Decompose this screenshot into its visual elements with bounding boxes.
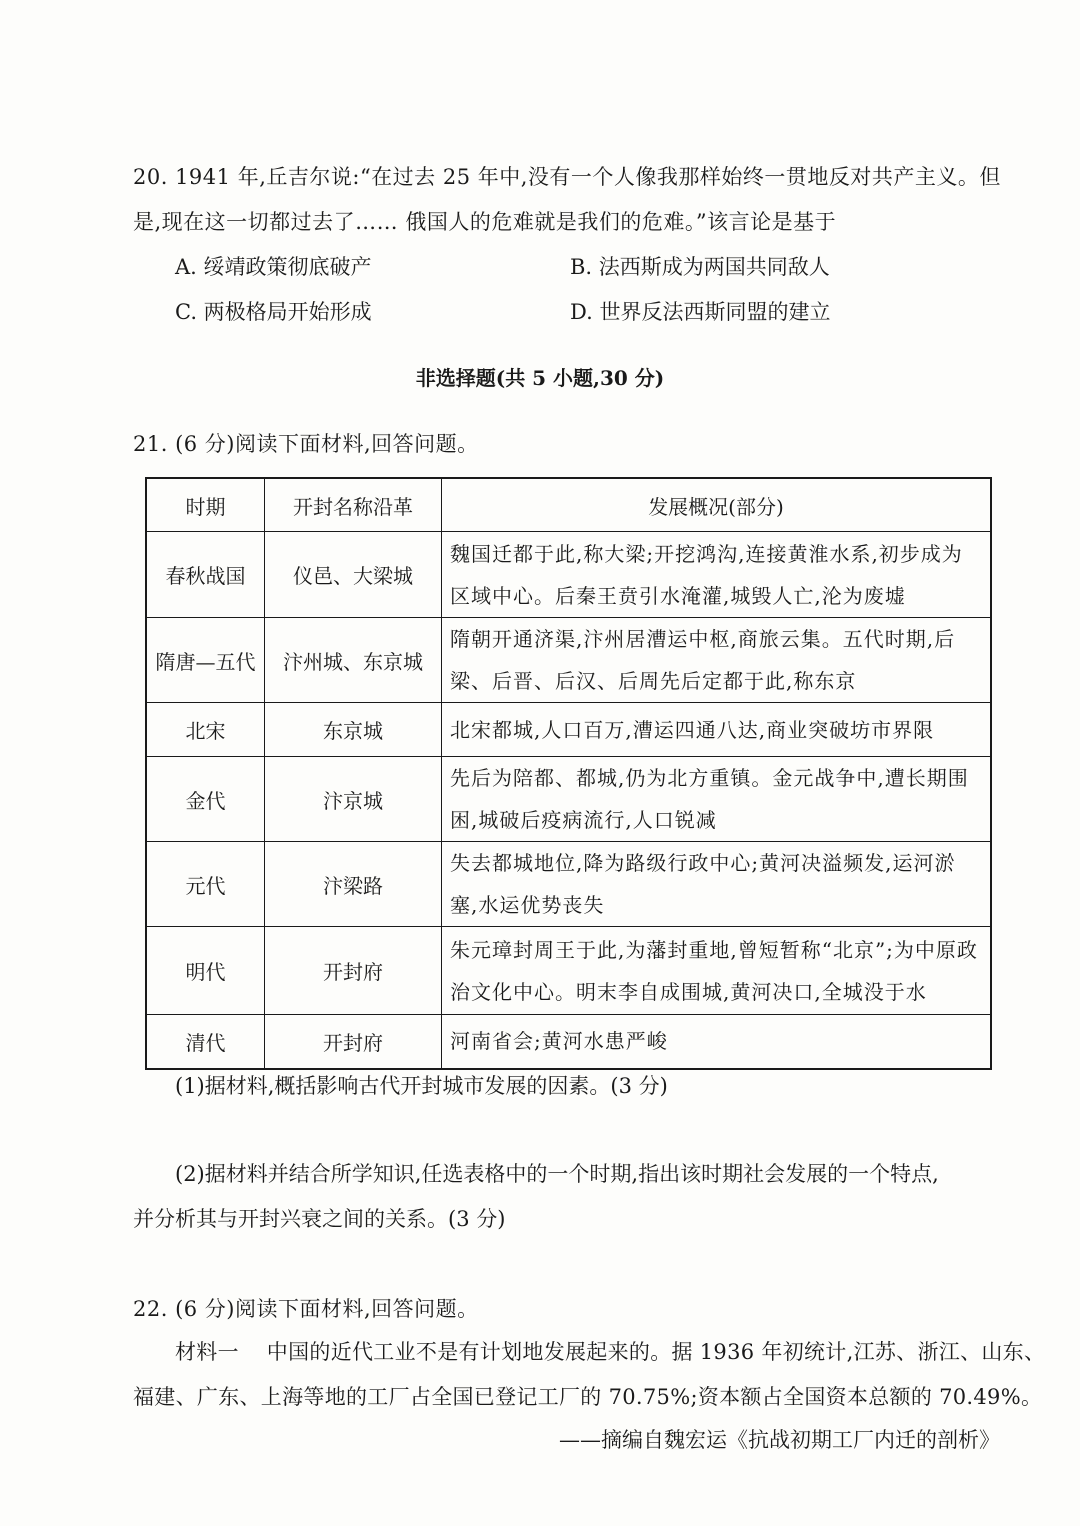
row-description: 隋朝开通济渠,汴州居漕运中枢,商旅云集。五代时期,后梁、后晋、后汉、后周先后定都于此,称东京 [442, 618, 992, 703]
row-description: 朱元璋封周王于此,为藩封重地,曾短暂称“北京”;为中原政治文化中心。明末李自成围城,黄河决口,全城没于水 [442, 927, 992, 1015]
q20-option-b: B. 法西斯成为两国共同敌人 [570, 255, 830, 279]
row-period: 清代 [146, 1015, 265, 1069]
row-period: 春秋战国 [146, 532, 265, 618]
row-name: 汴梁路 [265, 842, 442, 927]
q20-option-c: C. 两极格局开始形成 [175, 300, 372, 324]
table-row [146, 1015, 991, 1069]
table-row [146, 618, 991, 703]
row-period: 隋唐—五代 [146, 618, 265, 703]
table-row [146, 532, 991, 618]
row-period: 元代 [146, 842, 265, 927]
table-row [146, 757, 991, 842]
section-title: 非选择题(共 5 小题,30 分) [415, 366, 665, 390]
q22-material1-line1: 材料一 中国的近代工业不是有计划地发展起来的。据 1936 年初统计,江苏、浙江、山东、 [175, 1340, 1046, 1364]
table-row [146, 703, 991, 757]
table-row [146, 927, 991, 1015]
row-description: 先后为陪都、都城,仍为北方重镇。金元战争中,遭长期围困,城破后疫病流行,人口锐减 [442, 757, 992, 842]
row-period: 金代 [146, 757, 265, 842]
table-row [146, 842, 991, 927]
q22-material1-source: ——摘编自魏宏运《抗战初期工厂内迁的剖析》 [559, 1428, 1000, 1452]
q20-option-d: D. 世界反法西斯同盟的建立 [570, 300, 831, 324]
kaifeng-history-table [145, 477, 992, 1070]
row-description: 北宋都城,人口百万,漕运四通八达,商业突破坊市界限 [442, 703, 992, 757]
q22-material1-line2: 福建、广东、上海等地的工厂占全国已登记工厂的 70.75%;资本额占全国资本总额的 70.49%。 [133, 1385, 1043, 1409]
row-name: 汴京城 [265, 757, 442, 842]
header-development: 发展概况(部分) [442, 478, 992, 532]
q20-stem-line2: 是,现在这一切都过去了…… 俄国人的危难就是我们的危难。”该言论是基于 [133, 210, 837, 234]
row-description: 魏国迁都于此,称大梁;开挖鸿沟,连接黄淮水系,初步成为区域中心。后秦王贲引水淹灌,城毁人亡,沦为废墟 [442, 532, 992, 618]
q21-intro: 21. (6 分)阅读下面材料,回答问题。 [133, 432, 479, 456]
q21-sub2-line2: 并分析其与开封兴衰之间的关系。(3 分) [133, 1207, 506, 1231]
row-description: 失去都城地位,降为路级行政中心;黄河决溢频发,运河淤塞,水运优势丧失 [442, 842, 992, 927]
row-name: 开封府 [265, 927, 442, 1015]
q20-option-a: A. 绥靖政策彻底破产 [175, 255, 372, 279]
table-header-row [146, 478, 991, 532]
header-name: 开封名称沿革 [265, 478, 442, 532]
row-name: 东京城 [265, 703, 442, 757]
q22-intro: 22. (6 分)阅读下面材料,回答问题。 [133, 1297, 479, 1321]
row-name: 开封府 [265, 1015, 442, 1069]
row-period: 明代 [146, 927, 265, 1015]
row-description: 河南省会;黄河水患严峻 [442, 1015, 992, 1069]
q21-sub1: (1)据材料,概括影响古代开封城市发展的因素。(3 分) [175, 1074, 668, 1098]
header-period: 时期 [146, 478, 265, 532]
row-name: 汴州城、东京城 [265, 618, 442, 703]
row-name: 仪邑、大梁城 [265, 532, 442, 618]
q21-sub2-line1: (2)据材料并结合所学知识,任选表格中的一个时期,指出该时期社会发展的一个特点, [175, 1162, 939, 1186]
q20-stem-line1: 20. 1941 年,丘吉尔说:“在过去 25 年中,没有一个人像我那样始终一贯地反对共产主义。但 [133, 165, 1001, 189]
row-period: 北宋 [146, 703, 265, 757]
